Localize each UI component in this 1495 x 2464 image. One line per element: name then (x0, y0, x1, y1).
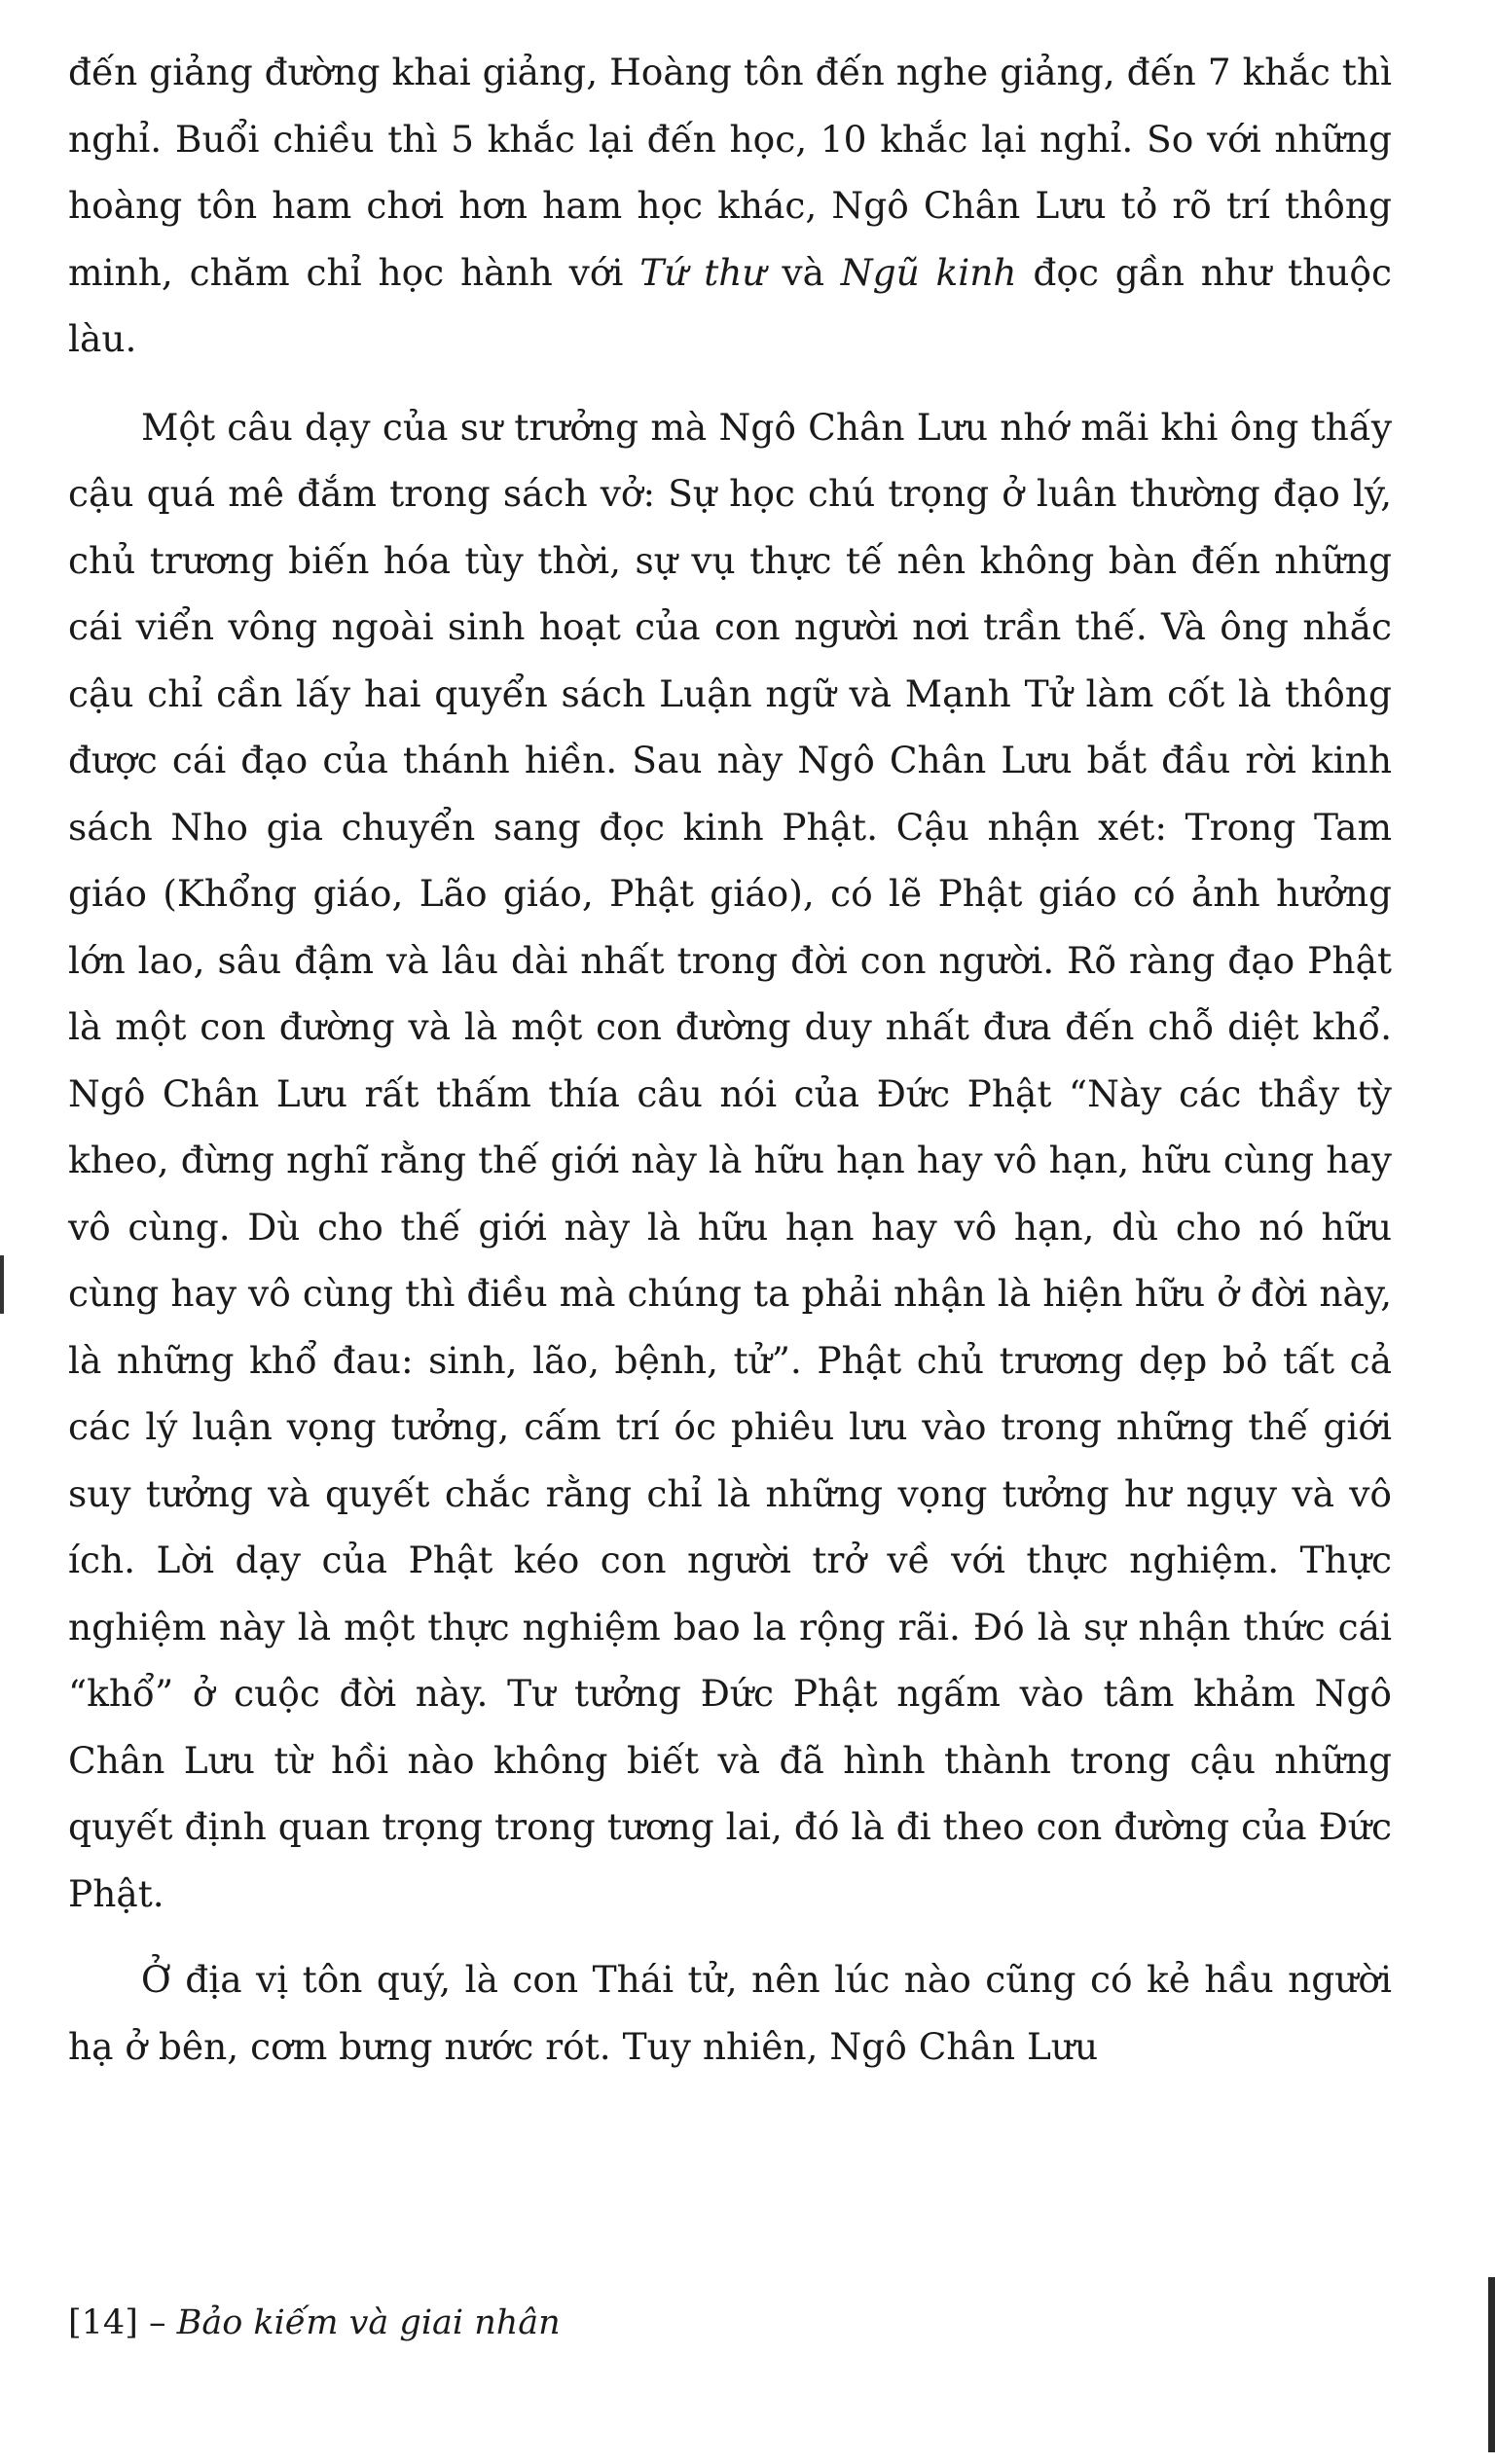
book-title: Bảo kiếm và giai nhân (176, 2303, 561, 2342)
footer-separator: – (137, 2303, 177, 2342)
paragraph-1-text-b: và (765, 250, 841, 294)
paragraph-1-text-a: đến giảng đường khai giảng, Hoàng tôn đến nghe giảng, đến 7 khắc thì nghỉ. Buổi chiều thì 5 khắc lại đến học, 10 khắc lại nghỉ. So với những hoàng tôn ham chơi hơn ham học khác, Ngô Chân Lưu tỏ rõ trí thông minh, chăm chỉ học hành với (68, 51, 1392, 294)
book-title-tu-thu: Tứ thư (639, 250, 766, 294)
book-title-ngu-kinh: Ngũ kinh (840, 250, 1017, 294)
page-footer (68, 2303, 561, 2342)
page-binding-edge (1488, 2277, 1495, 2452)
page-number: [14] (68, 2303, 138, 2342)
paragraph-2: Một câu dạy của sư trưởng mà Ngô Chân Lưu nhớ mãi khi ông thấy cậu quá mê đắm trong sách vở: Sự học chú trọng ở luân thường đạo lý, chủ trương biến hóa tùy thời, sự vụ thực tế nên không bàn đến những cái viển vông ngoài sinh hoạt của con người nơi trần thế. Và ông nhắc cậu chỉ cần lấy hai quyển sách Luận ngữ và Mạnh Tử làm cốt là thông được cái đạo của thánh hiền. Sau này Ngô Chân Lưu bắt đầu rời kinh sách Nho gia chuyển sang đọc kinh Phật. Cậu nhận xét: Trong Tam giáo (Khổng giáo, Lão giáo, Phật giáo), có lẽ Phật giáo có ảnh hưởng lớn lao, sâu đậm và lâu dài nhất trong đời con người. Rõ ràng đạo Phật là một con đường và là một con đường duy nhất đưa đến chỗ diệt khổ. Ngô Chân Lưu rất thấm thía câu nói của Đức Phật “Này các thầy tỳ kheo, đừng nghĩ rằng thế giới này là hữu hạn hay vô hạn, hữu cùng hay vô cùng. Dù cho thế giới này là hữu hạn hay vô hạn, dù cho nó hữu cùng hay vô cùng thì điều mà chúng ta phải nhận là hiện hữu ở đời này, là những khổ đau: sinh, lão, bệnh, tử”. Phật chủ trương dẹp bỏ tất cả các lý luận vọng tưởng, cấm trí óc phiêu lưu vào trong những thế giới suy tưởng và quyết chắc rằng chỉ là những vọng tưởng hư ngụy và vô ích. Lời dạy của Phật kéo con người trở về với thực nghiệm. Thực nghiệm này là một thực nghiệm bao la rộng rãi. Đó là sự nhận thức cái “khổ” ở cuộc đời này. Tư tưởng Đức Phật ngấm vào tâm khảm Ngô Chân Lưu từ hồi nào không biết và đã hình thành trong cậu những quyết định quan trọng trong tương lai, đó là đi theo con đường của Đức Phật. (68, 405, 1392, 1915)
paragraph-1-text-c: đọc gần như thuộc làu. (68, 250, 1392, 360)
paragraph-3: Ở địa vị tôn quý, là con Thái tử, nên lúc nào cũng có kẻ hầu người hạ ở bên, cơm bưng nước rót. Tuy nhiên, Ngô Chân Lưu (68, 1958, 1392, 2068)
paragraph-1 (68, 39, 1392, 373)
body-text (68, 39, 1392, 2080)
page-edge-mark (0, 1255, 4, 1314)
